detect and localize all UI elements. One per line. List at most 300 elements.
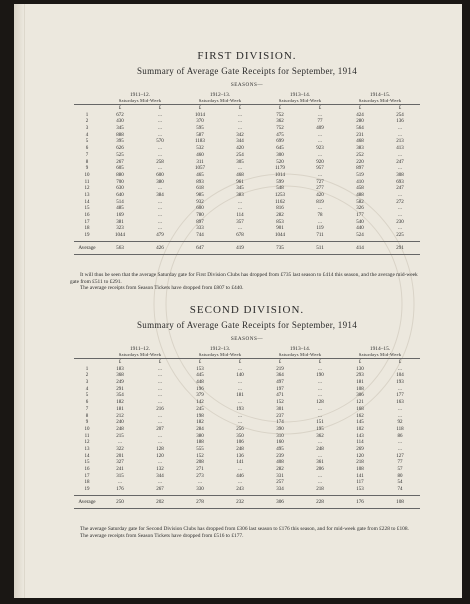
club-number: 17 <box>84 473 90 479</box>
receipt-cell: ... <box>318 152 322 158</box>
units-row: £ £ £ £ £ £ £ £ <box>118 106 402 111</box>
receipt-cell: 582 <box>356 199 364 205</box>
receipt-cell: 219 <box>276 366 284 372</box>
receipt-cell: ... <box>158 393 162 399</box>
receipt-cell: ... <box>398 213 402 218</box>
receipt-cell: 420 <box>236 146 244 152</box>
receipt-cell: 121 <box>356 400 364 406</box>
receipt-cell: 273 <box>196 473 204 479</box>
receipt-cell: 239 <box>276 453 284 459</box>
club-number: 14 <box>84 199 90 205</box>
receipt-cell: 985 <box>196 192 204 198</box>
receipt-cell: ... <box>318 380 322 386</box>
receipt-cell: 342 <box>236 132 244 138</box>
receipt-cell: 267 <box>156 487 164 493</box>
table-row <box>74 393 420 400</box>
receipt-cell: 448 <box>196 380 204 386</box>
receipt-cell: 460 <box>196 152 204 158</box>
receipt-cell: ... <box>158 152 162 158</box>
receipt-cell: 284 <box>196 426 204 432</box>
receipt-cell: ... <box>398 406 402 412</box>
receipt-cell: ... <box>158 366 162 372</box>
receipt-cell: 74 <box>397 487 403 493</box>
table-row <box>74 173 420 180</box>
receipt-cell: 468 <box>356 139 364 145</box>
receipt-cell: 383 <box>236 192 244 198</box>
receipt-cell: 306 <box>356 393 364 399</box>
receipt-cell: 327 <box>116 460 124 466</box>
receipt-cell: 1253 <box>275 192 285 198</box>
receipt-cell: 195 <box>316 426 324 432</box>
receipt-cell: ... <box>398 206 402 212</box>
club-number: 4 <box>85 386 89 392</box>
receipt-cell: 497 <box>276 380 284 386</box>
receipt-cell: 700 <box>116 179 124 185</box>
receipt-cell: ... <box>158 166 162 172</box>
club-number: 5 <box>85 393 89 399</box>
receipt-cell: 540 <box>356 219 364 225</box>
receipt-cell: 323 <box>116 226 124 232</box>
receipt-cell: ... <box>238 386 242 392</box>
table-row <box>74 133 420 140</box>
season-header: 1912–13. Saturdays Mid-Week <box>198 92 242 103</box>
receipt-cell: ... <box>238 226 242 232</box>
second-division-section <box>74 304 420 510</box>
receipt-cell: 920 <box>316 159 324 165</box>
receipt-cell: 77 <box>317 119 323 125</box>
receipt-cell: 117 <box>356 480 364 486</box>
receipt-cell: 334 <box>276 487 284 493</box>
club-number: 16 <box>84 467 90 472</box>
receipt-cell: 350 <box>236 433 244 439</box>
club-number: 18 <box>84 480 90 486</box>
receipt-cell: 168 <box>356 406 364 412</box>
receipt-cell: 182 <box>196 420 204 426</box>
receipt-cell: 384 <box>156 192 164 198</box>
receipt-cell: 630 <box>116 186 124 192</box>
receipt-cell: 282 <box>276 467 284 472</box>
first-division-title: FIRST DIVISION. <box>197 50 297 62</box>
receipt-cell: 254 <box>396 112 404 118</box>
season-header: 1914–15. Saturdays Mid-Week <box>358 92 402 103</box>
receipt-cell: 230 <box>396 219 404 225</box>
page-spine <box>14 4 25 598</box>
receipt-cell: 322 <box>116 446 124 452</box>
receipt-cell: 169 <box>116 213 124 218</box>
second-division-average-row: Average 250 202 278 232 306 228 176 108 <box>78 498 404 505</box>
receipt-cell: 77 <box>397 460 403 466</box>
table-row <box>74 440 420 447</box>
table-row <box>74 146 420 153</box>
receipt-cell: 564 <box>356 126 364 132</box>
receipt-cell: 440 <box>356 226 364 232</box>
receipt-cell: 142 <box>196 400 204 406</box>
receipt-cell: 475 <box>276 132 284 138</box>
receipt-cell: 693 <box>396 179 404 185</box>
receipt-cell: ... <box>238 126 242 132</box>
table-row <box>74 454 420 461</box>
club-number: 17 <box>84 219 90 225</box>
seasons-label: SEASONS— <box>230 82 264 88</box>
table-rule <box>74 358 420 359</box>
table-row <box>74 373 420 380</box>
table-row <box>74 387 420 394</box>
receipt-cell: ... <box>318 406 322 412</box>
receipt-cell: 269 <box>356 446 364 452</box>
receipt-cell: ... <box>158 413 162 419</box>
receipt-cell: 201 <box>116 453 124 459</box>
receipt-cell: 193 <box>396 380 404 386</box>
receipt-cell: 308 <box>396 172 404 178</box>
receipt-cell: 108 <box>356 386 364 392</box>
receipt-cell: 141 <box>356 473 364 479</box>
table-header <box>74 92 420 103</box>
table-row <box>74 186 420 193</box>
table-row <box>74 220 420 227</box>
receipt-cell: 699 <box>276 139 284 145</box>
receipt-cell: 106 <box>236 440 244 446</box>
receipt-cell: 413 <box>396 146 404 152</box>
receipt-cell: 102 <box>356 426 364 432</box>
club-number: 9 <box>85 166 89 172</box>
receipt-cell: 301 <box>276 406 284 412</box>
receipt-cell: 333 <box>196 226 204 232</box>
receipt-cell: ... <box>398 126 402 132</box>
receipt-cell: ... <box>158 460 162 466</box>
club-number: 18 <box>84 226 90 232</box>
receipt-cell: 488 <box>356 192 364 198</box>
receipt-cell: 485 <box>116 206 124 212</box>
receipt-cell: 257 <box>276 480 284 486</box>
club-number: 12 <box>84 186 90 192</box>
receipt-cell: 525 <box>116 152 124 158</box>
receipt-cell: ... <box>318 112 322 118</box>
club-number: 8 <box>85 413 89 419</box>
receipt-cell: 240 <box>116 420 124 426</box>
receipt-cell: 181 <box>116 406 124 412</box>
second-division-title: SECOND DIVISION. <box>189 304 305 316</box>
receipt-cell: ... <box>318 172 322 178</box>
receipt-cell: 816 <box>276 206 284 212</box>
table-row <box>74 480 420 487</box>
season-header: 1911–12. Saturdays Mid-Week <box>118 346 162 357</box>
receipt-cell: ... <box>158 119 162 125</box>
receipt-cell: 780 <box>196 213 204 218</box>
receipt-cell: 595 <box>196 126 204 132</box>
table-row <box>74 180 420 187</box>
receipt-cell: 752 <box>276 112 284 118</box>
receipt-cell: 1179 <box>275 166 285 172</box>
receipt-cell: 853 <box>276 219 284 225</box>
receipt-cell: ... <box>398 446 402 452</box>
receipt-cell: 143 <box>356 433 364 439</box>
club-number: 10 <box>84 426 90 432</box>
receipt-cell: 380 <box>156 179 164 185</box>
club-number: 1 <box>85 112 89 118</box>
season-header: 1914–15. Saturdays Mid-Week <box>358 346 402 357</box>
receipt-cell: 208 <box>196 460 204 466</box>
receipt-cell: 86 <box>397 433 403 439</box>
club-number: 3 <box>85 126 89 132</box>
receipt-cell: ... <box>398 413 402 419</box>
receipt-cell: ... <box>318 206 322 212</box>
receipt-cell: 181 <box>236 393 244 399</box>
second-division-subtitle: Summary of Average Gate Receipts for September, 1914 <box>136 320 357 330</box>
receipt-cell: 153 <box>196 366 204 372</box>
receipt-cell: 136 <box>236 453 244 459</box>
receipt-cell: 213 <box>396 139 404 145</box>
first-division-average-row: Average 563 426 647 419 735 511 414 291 <box>78 244 404 251</box>
receipt-cell: 744 <box>196 233 204 239</box>
receipt-cell: 218 <box>356 460 364 466</box>
receipt-cell: 130 <box>356 366 364 372</box>
receipt-cell: 78 <box>317 213 323 218</box>
club-number: 19 <box>84 487 90 493</box>
receipt-cell: 370 <box>196 119 204 125</box>
receipt-cell: 151 <box>316 420 324 426</box>
note-paragraph: The average receipts from Season Tickets have dropped from £807 to £440. <box>80 285 244 292</box>
receipt-cell: ... <box>198 480 202 486</box>
club-number: 14 <box>84 453 90 459</box>
receipt-cell: ... <box>158 420 162 426</box>
receipt-cell: ... <box>318 413 322 419</box>
receipt-cell: 119 <box>316 226 324 232</box>
receipt-cell: 479 <box>156 233 164 239</box>
receipt-cell: 600 <box>196 206 204 212</box>
receipt-cell: 519 <box>356 172 364 178</box>
receipt-cell: 326 <box>356 206 364 212</box>
receipt-cell: 114 <box>356 440 364 446</box>
table-row <box>74 400 420 407</box>
table-row <box>74 233 420 240</box>
receipt-cell: 248 <box>236 446 244 452</box>
table-row <box>74 474 420 481</box>
receipt-cell: 331 <box>276 473 284 479</box>
receipt-cell: 248 <box>316 446 324 452</box>
receipt-cell: ... <box>158 386 162 392</box>
club-number: 2 <box>85 373 89 379</box>
receipt-cell: ... <box>238 400 242 406</box>
receipt-cell: 897 <box>356 166 364 172</box>
receipt-cell: 271 <box>196 467 204 472</box>
receipt-cell: ... <box>158 380 162 386</box>
receipt-cell: 1057 <box>195 166 205 172</box>
receipt-cell: 218 <box>316 487 324 493</box>
receipt-cell: ... <box>238 119 242 125</box>
receipt-cell: 548 <box>276 186 284 192</box>
receipt-cell: ... <box>398 166 402 172</box>
table-row <box>74 113 420 120</box>
season-header: 1912–13. Saturdays Mid-Week <box>198 346 242 357</box>
receipt-cell: ... <box>118 480 122 486</box>
receipt-cell: 888 <box>116 132 124 138</box>
club-number: 7 <box>85 406 89 412</box>
table-row <box>74 460 420 467</box>
first-division-section <box>74 50 420 256</box>
receipt-cell: ... <box>238 366 242 372</box>
receipt-cell: 819 <box>316 199 324 205</box>
receipt-cell: 163 <box>396 400 404 406</box>
receipt-cell: 162 <box>356 413 364 419</box>
first-division-table-body <box>74 113 420 240</box>
receipt-cell: 458 <box>356 186 364 192</box>
document-page <box>14 4 462 598</box>
receipt-cell: ... <box>238 480 242 486</box>
receipt-cell: 599 <box>276 179 284 185</box>
receipt-cell: ... <box>318 393 322 399</box>
table-rule <box>74 254 420 255</box>
receipt-cell: 92 <box>397 420 403 426</box>
table-row <box>74 193 420 200</box>
receipt-cell: ... <box>158 126 162 132</box>
receipt-cell: ... <box>158 480 162 486</box>
table-rule <box>74 495 420 496</box>
note-paragraph: The average receipts from Season Tickets have dropped from £516 to £177. <box>80 532 244 539</box>
receipt-cell: 932 <box>196 199 204 205</box>
receipt-cell: 247 <box>396 159 404 165</box>
receipt-cell: ... <box>398 192 402 198</box>
receipt-cell: 197 <box>276 386 284 392</box>
table-row <box>74 119 420 126</box>
club-number: 6 <box>85 400 89 406</box>
receipt-cell: ... <box>158 132 162 138</box>
receipt-cell: ... <box>238 380 242 386</box>
receipt-cell: 1044 <box>115 233 125 239</box>
club-number: 8 <box>85 159 89 165</box>
receipt-cell: 345 <box>116 126 124 132</box>
receipt-cell: 128 <box>156 446 164 452</box>
receipt-cell: 409 <box>316 126 324 132</box>
receipt-cell: ... <box>398 366 402 372</box>
receipt-cell: ... <box>318 453 322 459</box>
receipt-cell: 408 <box>276 460 284 466</box>
receipt-cell: 605 <box>116 166 124 172</box>
receipt-cell: 198 <box>196 413 204 419</box>
table-header <box>74 346 420 357</box>
receipt-cell: 127 <box>396 453 404 459</box>
club-number: 1 <box>85 366 89 372</box>
receipt-cell: 570 <box>156 139 164 145</box>
receipt-cell: ... <box>318 139 322 145</box>
receipt-cell: ... <box>158 219 162 225</box>
receipt-cell: 248 <box>116 426 124 432</box>
table-row <box>74 407 420 414</box>
receipt-cell: ... <box>318 132 322 138</box>
receipt-cell: 640 <box>116 192 124 198</box>
receipt-cell: ... <box>158 213 162 218</box>
club-number: 19 <box>84 233 90 239</box>
receipt-cell: 424 <box>356 112 364 118</box>
receipt-cell: 181 <box>356 380 364 386</box>
receipt-cell: ... <box>398 152 402 158</box>
receipt-cell: 330 <box>196 487 204 493</box>
receipt-cell: 300 <box>276 152 284 158</box>
table-row <box>74 434 420 441</box>
club-number: 15 <box>84 460 90 466</box>
table-row <box>74 414 420 421</box>
club-number: 3 <box>85 380 89 386</box>
receipt-cell: ... <box>238 420 242 426</box>
receipt-cell: 114 <box>236 213 244 218</box>
receipt-cell: 880 <box>116 172 124 178</box>
club-number: 13 <box>84 446 90 452</box>
receipt-cell: 160 <box>276 440 284 446</box>
receipt-cell: ... <box>318 366 322 372</box>
club-number: 6 <box>85 146 89 152</box>
receipt-cell: ... <box>318 386 322 392</box>
receipt-cell: 626 <box>116 146 124 152</box>
receipt-cell: 245 <box>196 406 204 412</box>
table-row <box>74 226 420 233</box>
receipt-cell: 446 <box>236 473 244 479</box>
receipt-cell: 420 <box>316 192 324 198</box>
receipt-cell: 206 <box>316 467 324 472</box>
receipt-cell: 231 <box>356 132 364 138</box>
receipt-cell: 177 <box>356 213 364 218</box>
receipt-cell: 267 <box>116 159 124 165</box>
season-header: 1913–14. Saturdays Mid-Week <box>278 346 322 357</box>
receipt-cell: ... <box>158 206 162 212</box>
receipt-cell: 752 <box>276 126 284 132</box>
season-header: 1913–14. Saturdays Mid-Week <box>278 92 322 103</box>
receipt-cell: ... <box>158 400 162 406</box>
receipt-cell: 524 <box>356 233 364 239</box>
receipt-cell: 132 <box>156 467 164 472</box>
receipt-cell: ... <box>318 480 322 486</box>
receipt-cell: 153 <box>356 487 364 493</box>
receipt-cell: 241 <box>116 467 124 472</box>
table-row <box>74 126 420 133</box>
receipt-cell: 291 <box>116 386 124 392</box>
club-number: 12 <box>84 440 90 446</box>
receipt-cell: 465 <box>196 172 204 178</box>
receipt-cell: 216 <box>156 406 164 412</box>
receipt-cell: 243 <box>236 487 244 493</box>
club-number: 10 <box>84 172 90 178</box>
receipt-cell: ... <box>158 440 162 446</box>
receipt-cell: 893 <box>196 179 204 185</box>
club-number: 11 <box>84 433 90 439</box>
receipt-cell: 305 <box>236 159 244 165</box>
club-number: 2 <box>85 119 89 125</box>
receipt-cell: 196 <box>196 386 204 392</box>
table-rule <box>74 508 420 509</box>
receipt-cell: 957 <box>316 166 324 172</box>
receipt-cell: ... <box>398 440 402 446</box>
club-number: 9 <box>85 420 89 426</box>
table-row <box>74 367 420 374</box>
receipt-cell: 176 <box>116 487 124 493</box>
receipt-cell: ... <box>238 166 242 172</box>
receipt-cell: 514 <box>116 199 124 205</box>
receipt-cell: 80 <box>397 473 403 479</box>
receipt-cell: ... <box>158 226 162 232</box>
receipt-cell: 225 <box>396 233 404 239</box>
second-division-note <box>70 526 420 539</box>
seasons-label: SEASONS— <box>230 336 264 342</box>
club-number: 4 <box>85 132 89 138</box>
units-row: £ £ £ £ £ £ £ £ <box>118 360 402 365</box>
first-division-subtitle: Summary of Average Gate Receipts for September, 1914 <box>136 66 357 76</box>
table-row <box>74 380 420 387</box>
receipt-cell: 600 <box>156 172 164 178</box>
receipt-cell: 258 <box>156 159 164 165</box>
receipt-cell: 54 <box>397 480 403 486</box>
receipt-cell: 220 <box>356 159 364 165</box>
receipt-cell: 344 <box>236 139 244 145</box>
receipt-cell: 136 <box>396 119 404 125</box>
table-row <box>74 166 420 173</box>
